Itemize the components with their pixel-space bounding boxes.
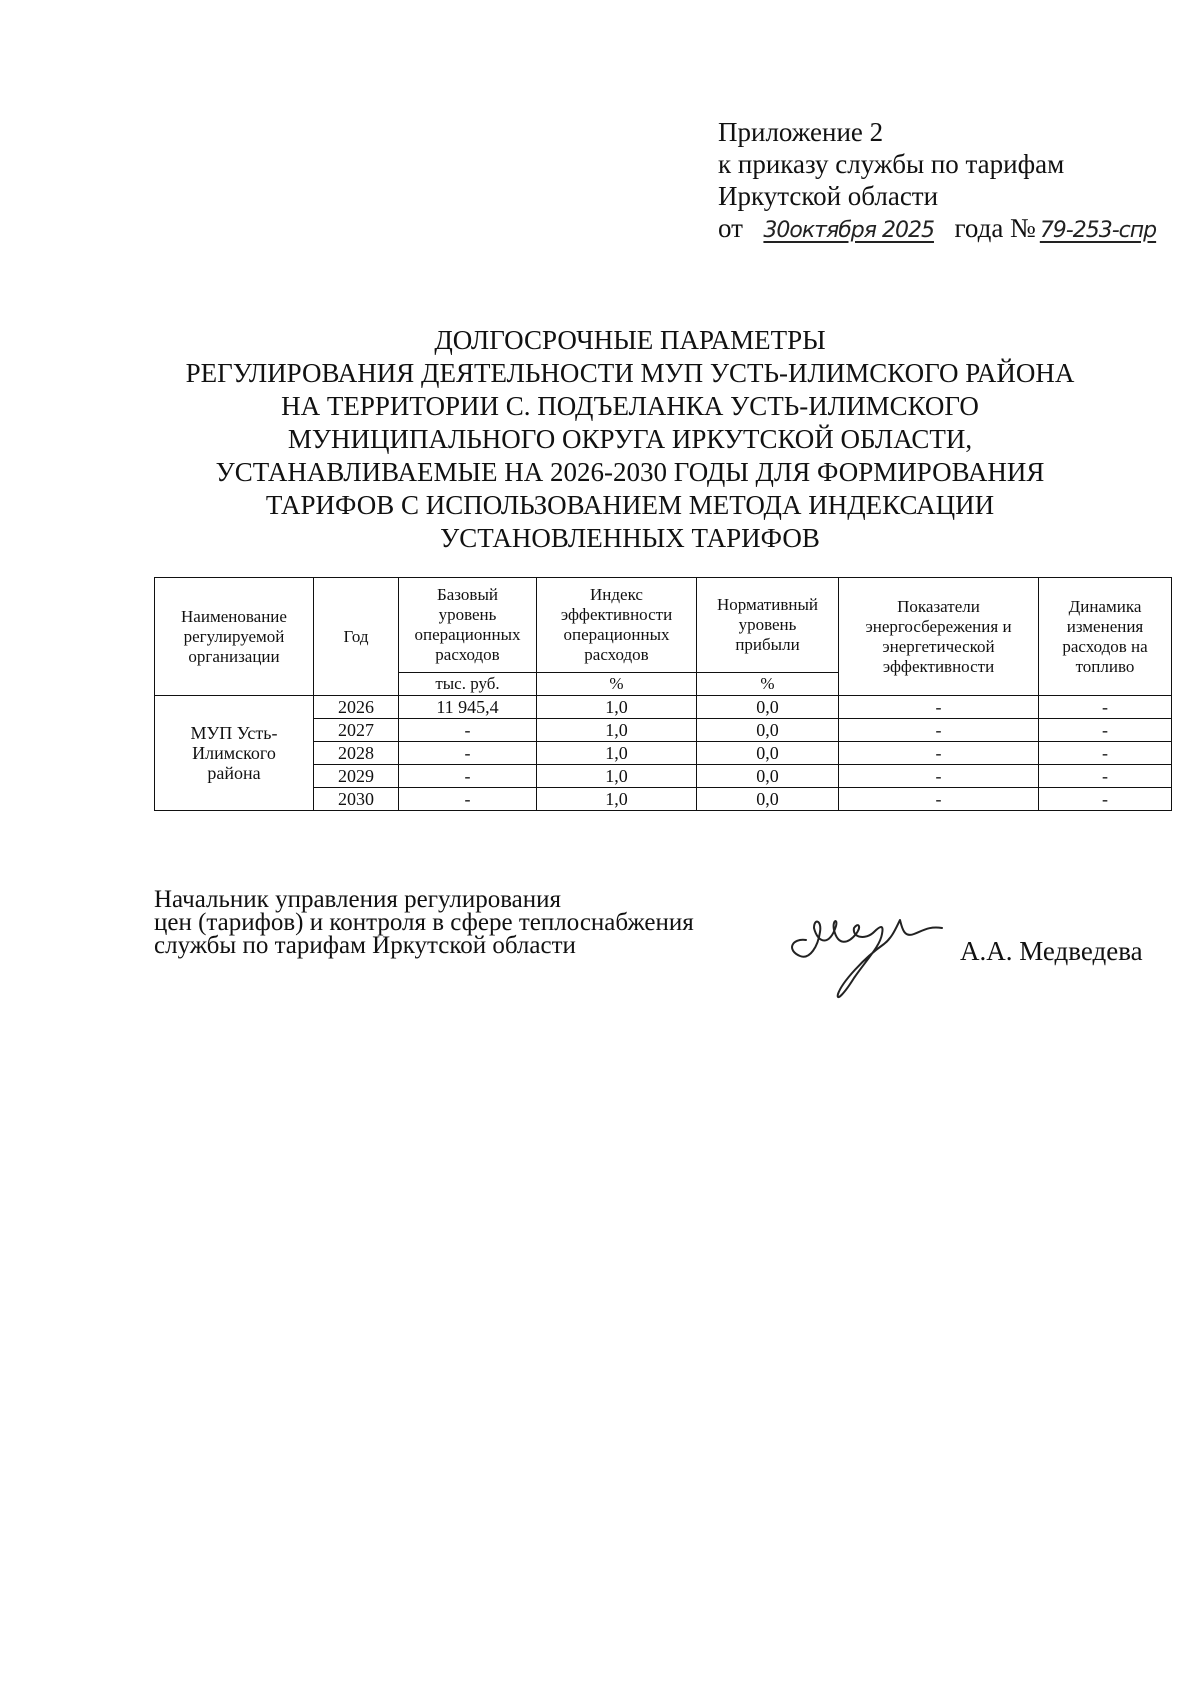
- signer-name: А.А. Медведева: [960, 936, 1143, 966]
- unit-index: %: [537, 673, 697, 696]
- cell-base: -: [399, 742, 537, 765]
- cell-profit: 0,0: [697, 719, 839, 742]
- appendix-date-line: [718, 212, 1180, 247]
- title-line: МУНИЦИПАЛЬНОГО ОКРУГА ИРКУТСКОЙ ОБЛАСТИ,: [287, 424, 973, 454]
- header-profit-level: Нормативный уровень прибыли: [697, 578, 839, 673]
- header-year: Год: [314, 578, 399, 696]
- cell-profit: 0,0: [697, 765, 839, 788]
- cell-base: -: [399, 788, 537, 811]
- cell-year: 2027: [314, 719, 399, 742]
- handwritten-signature: [784, 898, 954, 1008]
- cell-fuel: -: [1039, 765, 1172, 788]
- title-line: УСТАНАВЛИВАЕМЫЕ НА 2026-2030 ГОДЫ ДЛЯ ФОРМИРОВАНИЯ: [215, 457, 1045, 487]
- header-base-level: Базовый уровень операционных расходов: [399, 578, 537, 673]
- appendix-region-line: Иркутской области: [718, 181, 939, 211]
- cell-energy: -: [839, 765, 1039, 788]
- cell-index: 1,0: [537, 719, 697, 742]
- title-line: ТАРИФОВ С ИСПОЛЬЗОВАНИЕМ МЕТОДА ИНДЕКСАЦИИ: [265, 490, 995, 520]
- cell-base: 11 945,4: [399, 696, 537, 719]
- year-number-label: года №: [954, 213, 1036, 243]
- header-energy-indicators: Показатели энергосбережения и энергетической эффективности: [839, 578, 1039, 696]
- header-org: Наименование регулируемой организации: [155, 578, 314, 696]
- from-label: от: [718, 213, 743, 243]
- cell-index: 1,0: [537, 742, 697, 765]
- appendix-block: [718, 116, 1180, 247]
- cell-profit: 0,0: [697, 788, 839, 811]
- document-title: [140, 324, 1120, 555]
- cell-year: 2029: [314, 765, 399, 788]
- cell-fuel: -: [1039, 719, 1172, 742]
- cell-fuel: -: [1039, 742, 1172, 765]
- cell-year: 2028: [314, 742, 399, 765]
- signatory-position: [154, 888, 694, 957]
- title-line: НА ТЕРРИТОРИИ С. ПОДЪЕЛАНКА УСТЬ-ИЛИМСКОГО: [281, 391, 979, 421]
- position-line: службы по тарифам Иркутской области: [154, 932, 576, 959]
- table-row: [155, 696, 1172, 719]
- position-line: Начальник управления регулирования: [154, 886, 562, 913]
- cell-index: 1,0: [537, 788, 697, 811]
- cell-index: 1,0: [537, 696, 697, 719]
- table-header-row: [155, 578, 1172, 673]
- cell-profit: 0,0: [697, 696, 839, 719]
- position-line: цен (тарифов) и контроля в сфере теплоснабжения: [154, 909, 694, 936]
- organization-name: МУП Усть- Илимского района: [155, 696, 314, 811]
- cell-year: 2030: [314, 788, 399, 811]
- parameters-table: [154, 577, 1172, 811]
- cell-index: 1,0: [537, 765, 697, 788]
- title-line: ДОЛГОСРОЧНЫЕ ПАРАМЕТРЫ: [434, 325, 826, 355]
- cell-base: -: [399, 719, 537, 742]
- title-line: УСТАНОВЛЕННЫХ ТАРИФОВ: [440, 523, 820, 553]
- handwritten-order-number: 79-253-спр: [1039, 218, 1157, 243]
- cell-energy: -: [839, 742, 1039, 765]
- header-fuel-dynamics: Динамика изменения расходов на топливо: [1039, 578, 1172, 696]
- cell-base: -: [399, 765, 537, 788]
- cell-fuel: -: [1039, 696, 1172, 719]
- cell-year: 2026: [314, 696, 399, 719]
- appendix-order-line: к приказу службы по тарифам: [718, 149, 1065, 179]
- cell-profit: 0,0: [697, 742, 839, 765]
- appendix-title: Приложение 2: [718, 117, 884, 147]
- unit-base: тыс. руб.: [399, 673, 537, 696]
- cell-energy: -: [839, 788, 1039, 811]
- cell-energy: -: [839, 719, 1039, 742]
- cell-energy: -: [839, 696, 1039, 719]
- handwritten-date: 30октября 2025: [763, 218, 934, 243]
- cell-fuel: -: [1039, 788, 1172, 811]
- title-line: РЕГУЛИРОВАНИЯ ДЕЯТЕЛЬНОСТИ МУП УСТЬ-ИЛИМСКОГО РАЙОНА: [185, 358, 1075, 388]
- header-efficiency-index: Индекс эффективности операционных расходов: [537, 578, 697, 673]
- unit-profit: %: [697, 673, 839, 696]
